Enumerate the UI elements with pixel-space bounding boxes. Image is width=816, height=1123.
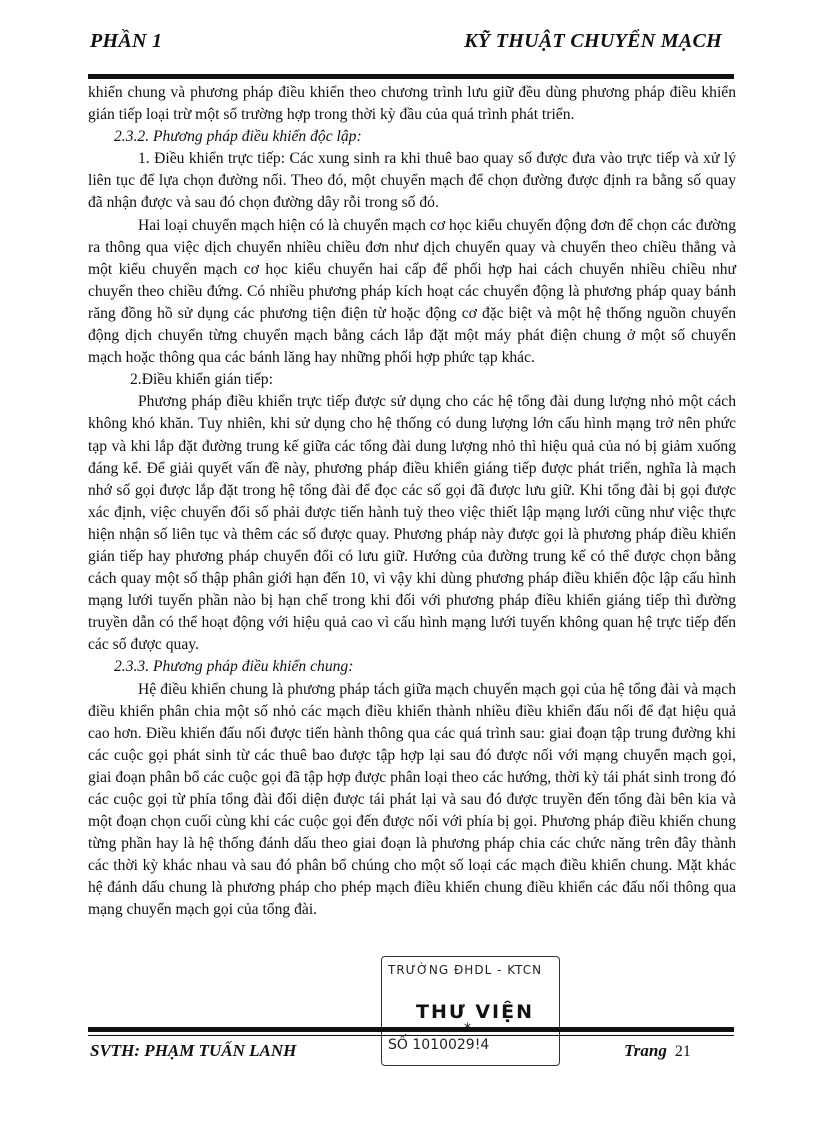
section-heading-2-3-2: 2.3.2. Phương pháp điều khiển độc lập: [114,128,362,146]
footer-page-label: Trang [624,1041,667,1060]
paragraph-common-control: Hệ điều khiển chung là phương pháp tách giữa mạch chuyển mạch gọi của hệ tổng đài và mạch điều khiển phân chia một số nhỏ các mạch điều khiển thành nhiều điều khiển đấu nối để đạt hiệu quả cao hơn. Điều khiển đấu nối được tiến hành thông qua các quá trình sau: giai đoạn tập trung đường khi các cuộc gọi phát sinh từ các thuê bao được tập hợp lại sau đó được nối với mạng chuyển mạch gọi, giai đoạn phân bổ các cuộc gọi đã tập hợp được phân loại theo các hướng, thời kỳ tái phát sinh trong đó các cuộc gọi từ phía tổng đài đối diện được tái phát lại và sau đó được truyền đến tổng đài bên kia và một đoạn chọn cuối cùng khi các cuộc gọi đến được nối với phía bị gọi. Phương pháp điều khiển chung từng phần hay là hệ thống đánh dấu theo giai đoạn là phương pháp chia các chức năng trên đây thành các thời kỳ khác nhau và sau đó phân bổ chúng cho một số loại các mạch điều khiển chung. Mặt khác hệ đánh dấu chung là phương pháp cho phép mạch điều khiển chung điều khiển các đấu nối thông qua mạng chuyển mạch gọi của tổng đài. [88,680,736,919]
section-heading-2-3-3: 2.3.3. Phương pháp điều khiển chung: [114,658,354,676]
stamp-school-name: TRƯỜNG ĐHDL - KTCN [388,963,543,977]
footer-page-number: 21 [674,1043,691,1060]
paragraph-direct-control: 1. Điều khiển trực tiếp: Các xung sinh ra khi thuê bao quay số được đưa vào trực tiếp và xử lý liên tục để lựa chọn đường nối. Theo đó, một chuyển mạch để chọn đường được định ra bằng số quay đã nhận được và sau đó chọn đường dây rỗi trong số đó. [88,150,736,212]
header-rule [88,74,734,79]
footer-rule-thin [88,1035,734,1036]
document-body [88,82,736,922]
stamp-number: SỐ 1010029!4 [388,1037,490,1053]
footer-author: SVTH: PHẠM TUẤN LANH [90,1041,297,1060]
paragraph-indirect-control: Phương pháp điều khiển trực tiếp được sử dụng cho các hệ tổng đài dung lượng nhỏ một cách không khó khăn. Tuy nhiên, khi sử dụng cho hệ thống có dung lượng lớn cấu hình mạng trở nên phức tạp và khi lắp đặt đường trung kế giữa các tổng đài dung lượng nhỏ thì hiệu quả của nó bị giảm xuống đáng kể. Để giải quyết vấn đề này, phương pháp điều khiển giáng tiếp được phát triển, nghĩa là mạch nhớ số gọi được lắp đặt trong hệ tổng đài để đọc các số gọi đã được lưu giữ. Khi tổng đài bị gọi được xác định, việc chuyển đổi số phải được tiến hành tuỳ theo việc thiết lập mạng lưới cũng như việc thực hiện nhận số liên tục và thêm các số được quay. Phương pháp này được gọi là phương pháp điều khiển gián tiếp hay phương pháp chuyển đổi có lưu giữ. Hướng của đường trung kế có thể được chọn bằng cách quay một số thập phân giới hạn đến 10, vì vậy khi dùng phương pháp điều khiển độc lập cấu hình mạng lưới tuyến phần nào bị hạn chế trong khi đối với phương pháp điều khiển giáng tiếp thì đường truyền dẫn có thể hoạt động với hiệu quả cao vì cấu hình mạng lưới tuyến không quan hệ trực tiếp đến các số được quay. [88,393,736,654]
footer-page [624,1041,691,1061]
paragraph-switch-types: Hai loại chuyển mạch hiện có là chuyển mạch cơ học kiểu chuyển động đơn để chọn các đường ra thông qua việc dịch chuyển nhiều chiều đơn như dịch chuyển quay và chuyển theo chiều thẳng và một kiểu chuyển mạch cơ học kiểu chuyển hai cấp để phối hợp hai cách chuyển nhiều chiều như chuyển theo chiều đứng. Có nhiều phương pháp kích hoạt các chuyển động là phương pháp quay bánh răng đồng hồ sử dụng các phương tiện điện từ hoặc động cơ đặc biệt và một hệ thống nguồn chuyển động dịch chuyển từng chuyển mạch bằng cách lắp đặt một máy phát điện chung ở một số chuyển mạch hoặc thông qua các bánh lăng hay những phối hợp phức tạp khác. [88,216,736,367]
library-stamp [381,956,560,1066]
stamp-library-label: THƯ VIỆN [416,1001,535,1023]
paragraph-intro: khiển chung và phương pháp điều khiển theo chương trình lưu giữ đều dùng phương pháp điều khiển gián tiếp loại trừ một số trường hợp trong thời kỳ đầu của quá trình phát triển. [88,84,736,124]
header-title: KỸ THUẬT CHUYỂN MẠCH [464,30,722,52]
header-section-label: PHẦN 1 [90,30,163,52]
subheading-indirect-control: 2.Điều khiển gián tiếp: [130,371,273,389]
footer-rule [88,1027,734,1032]
